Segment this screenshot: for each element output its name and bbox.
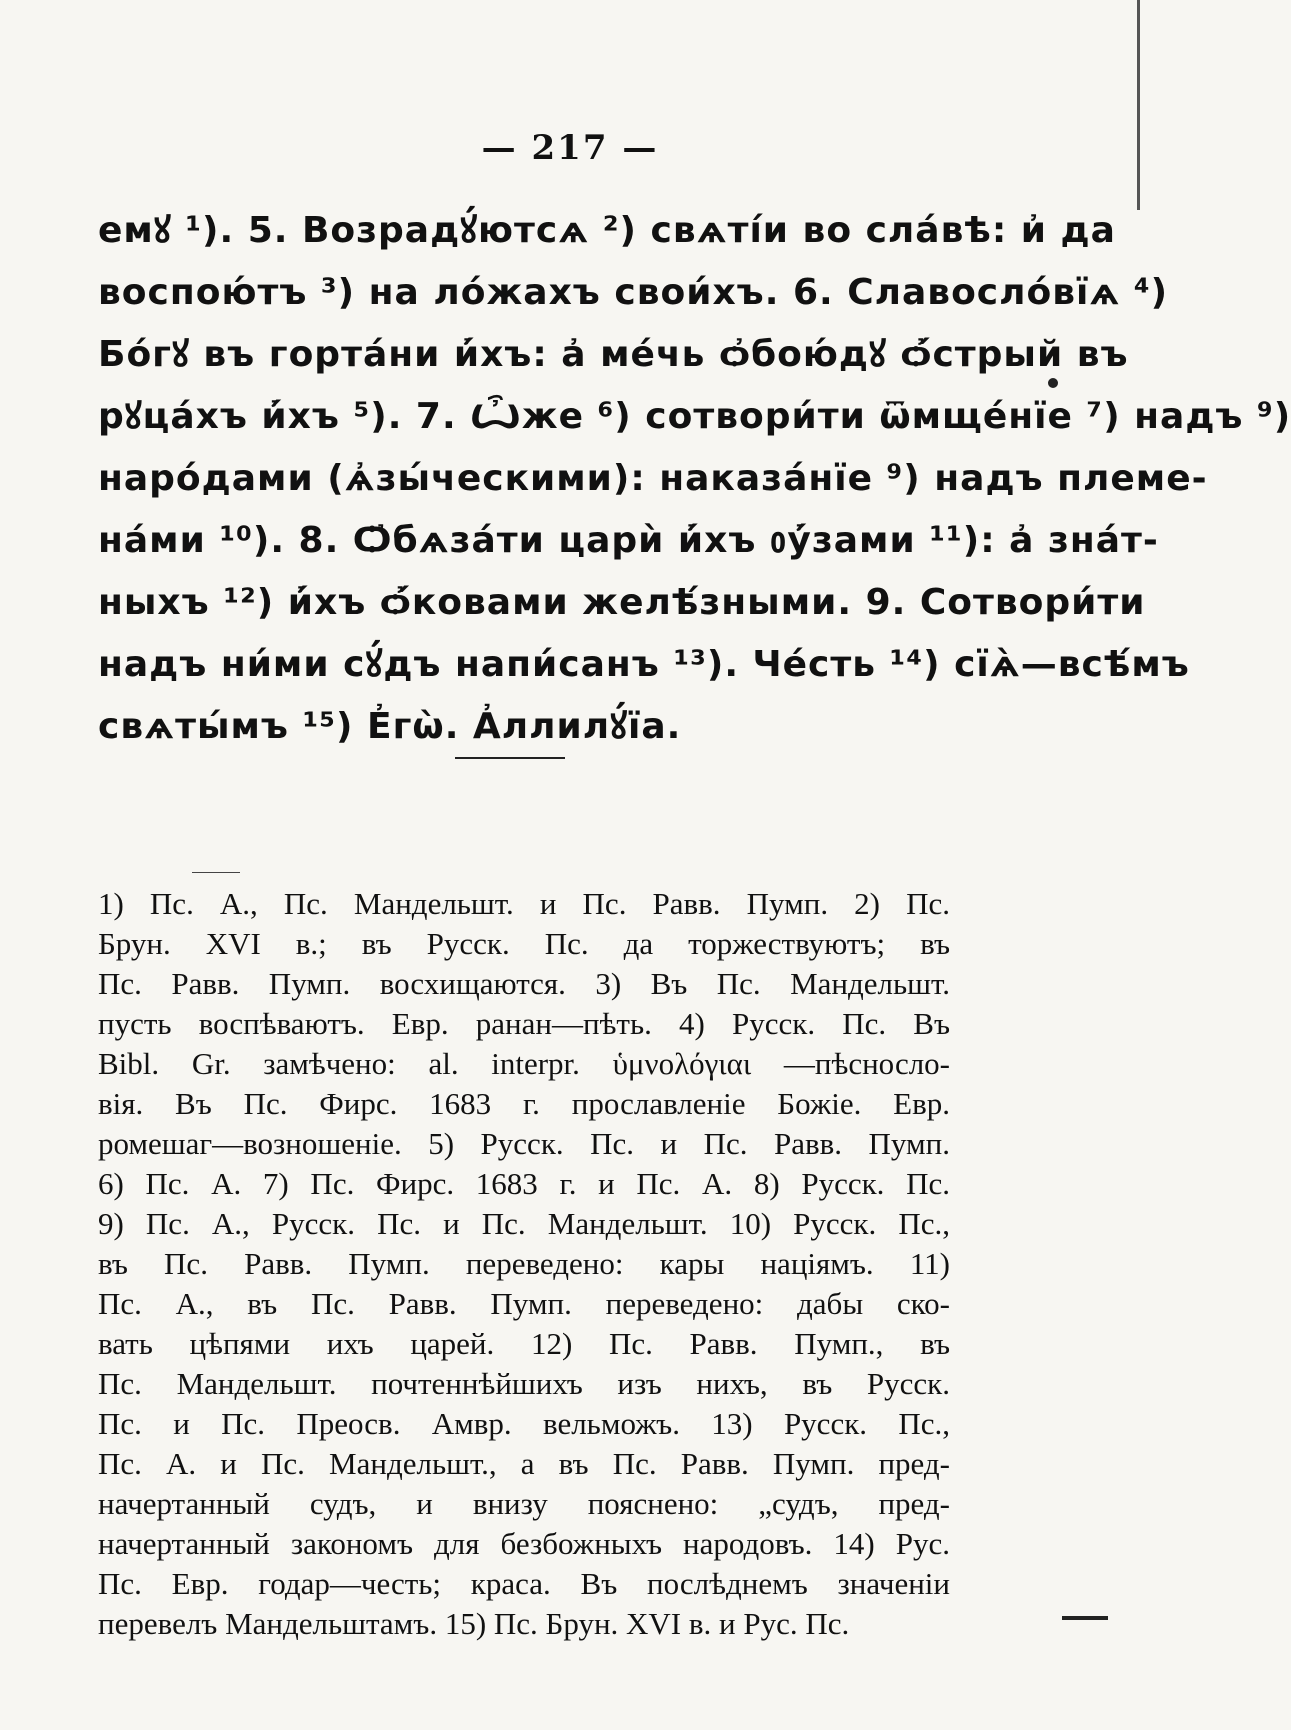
footnote-line: вать цѣпями ихъ царей. 12) Пс. Равв. Пумп., въ [98, 1326, 950, 1361]
section-divider [455, 757, 565, 759]
footnote-line: Пс. Мандельшт. почтеннѣйшихъ изъ нихъ, въ Русск. [98, 1366, 950, 1401]
text-line: свѧты́мъ ¹⁵) Е҆гѡ̀. А҆ллилꙋ́їа. [98, 706, 682, 747]
text-line: наро́дами (ѧ҆зы́ческими): наказа́нїе ⁹) надъ племе- [98, 458, 1208, 499]
footnote-line: перевелъ Мандельштамъ. 15) Пс. Брун. XVI в. и Рус. Пс. [98, 1606, 850, 1641]
footnote-line: 6) Пс. А. 7) Пс. Фирс. 1683 г. и Пс. А. 8) Русск. Пс. [98, 1166, 950, 1201]
text-line: воспою́тъ ³) на ло́жахъ свои́хъ. 6. Славосло́вїѧ ⁴) [98, 272, 1169, 313]
margin-dot [1048, 378, 1058, 388]
footnote-line: Пс. и Пс. Преосв. Амвр. вельможъ. 13) Русск. Пс., [98, 1406, 950, 1441]
footnote-rule [192, 872, 240, 873]
footnote-line: ромешаг—возношеніе. 5) Русск. Пс. и Пс. Равв. Пумп. [98, 1126, 950, 1161]
edge-mark [1062, 1616, 1108, 1620]
footnote-line: пусть воспѣваютъ. Евр. ранан—пѣть. 4) Русск. Пс. Въ [98, 1006, 950, 1041]
footnote-line: въ Пс. Равв. Пумп. переведено: кары націямъ. 11) [98, 1246, 950, 1281]
footnote-line: Пс. А. и Пс. Мандельшт., а въ Пс. Равв. Пумп. пред- [98, 1446, 950, 1481]
page-number: — 217 — [481, 128, 659, 168]
footnote-line: начертанный судъ, и внизу пояснено: „судъ, пред- [98, 1486, 950, 1521]
footnote-line: Пс. Евр. годар—честь; краса. Въ послѣднемъ значеніи [98, 1566, 950, 1601]
footnotes [98, 884, 950, 1644]
footnote-line: вія. Въ Пс. Фирс. 1683 г. прославленіе Божіе. Евр. [98, 1086, 950, 1121]
text-line: ныхъ ¹²) и҆́хъ ѻ҆́ковами желѣ́зными. 9. Сотвори́ти [98, 582, 1146, 623]
footnote-line: Bibl. Gr. замѣчено: al. interpr. ὑμνολόγιαι —пѣснослo- [98, 1046, 950, 1081]
text-line: рꙋца́хъ и҆́хъ ⁵). 7. Ѽже ⁶) сотвори́ти ѿмще́нїе ⁷) надъ ⁹) [98, 396, 1291, 437]
footnote-line: 9) Пс. А., Русск. Пс. и Пс. Мандельшт. 10) Русск. Пс., [98, 1206, 950, 1241]
page-corner-line [1129, 0, 1140, 210]
text-line: емꙋ ¹). 5. Возрадꙋ́ютсѧ ²) свѧті́и во сла́вѣ: и҆ да [98, 210, 1116, 251]
footnote-line: 1) Пс. А., Пс. Мандельшт. и Пс. Равв. Пумп. 2) Пс. [98, 886, 950, 921]
text-line: надъ ни́ми сꙋ́дъ напи́санъ ¹³). Че́сть ¹⁴) сїѧ̀—всѣ́мъ [98, 644, 1190, 685]
text-line: Бо́гꙋ въ горта́ни и҆́хъ: а҆ ме́чь ѻ҆бою́дꙋ ѻ҆́стрый въ [98, 334, 1129, 375]
footnote-line: начертанный закономъ для безбожныхъ народовъ. 14) Рус. [98, 1526, 950, 1561]
psalm-text [98, 200, 1291, 758]
footnote-line: Брун. XVI в.; въ Русск. Пс. да торжествуютъ; въ [98, 926, 950, 961]
footnote-line: Пс. А., въ Пс. Равв. Пумп. переведено: дабы ско- [98, 1286, 950, 1321]
text-line: на́ми ¹⁰). 8. Ѻ҆бѧза́ти царѝ и҆́хъ ᲂу҆́зами ¹¹): а҆ зна́т- [98, 520, 1159, 561]
footnote-line: Пс. Равв. Пумп. восхищаются. 3) Въ Пс. Мандельшт. [98, 966, 950, 1001]
